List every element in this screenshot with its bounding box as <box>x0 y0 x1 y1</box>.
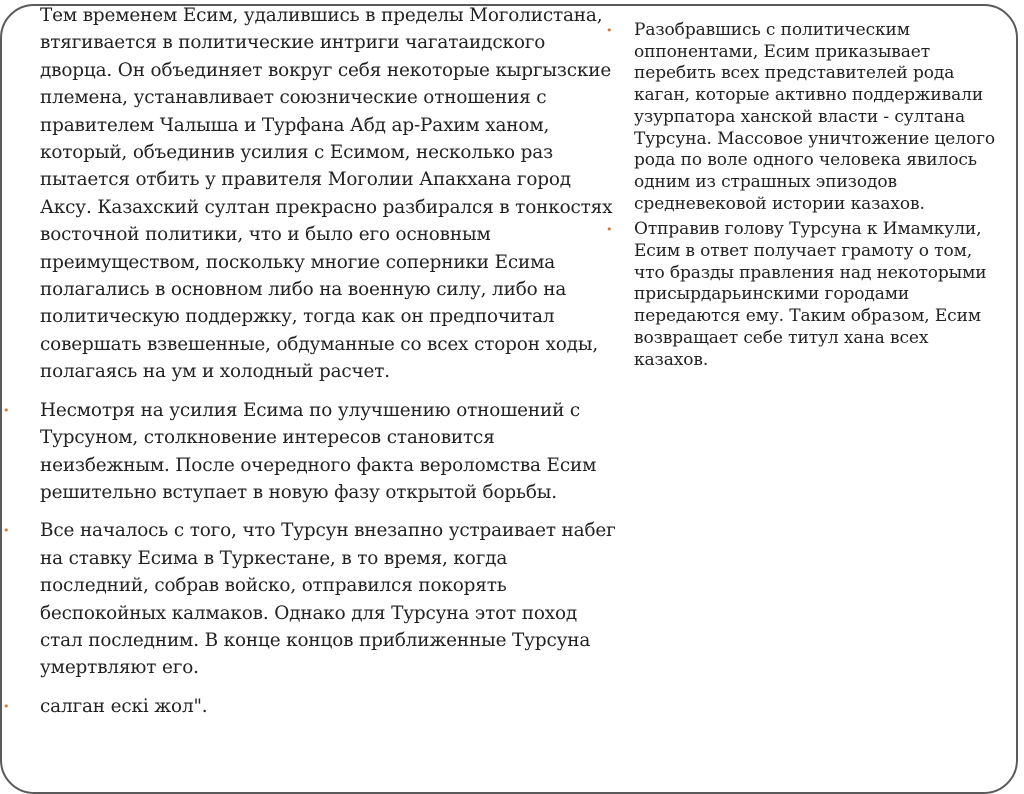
paragraph-raid <box>0 517 618 681</box>
paragraph-text: Все началось с того, что Турсун внезапно устраивает набег на ставку Есима в Туркестане, в то время, когда последний, собрав войско, отправился покорять беспокойных калмаков. Однако для Турсуна этот поход стал последним. В конце концов приближенные Турсуна умертвляют его. <box>40 520 616 679</box>
paragraph-text: Отправив голову Турсуна к Имамкули, Есим в ответ получает грамоту о том, что бразды правления над некоторыми присырдарьинскими городами передаются ему. Таким образом, Есим возвращает себе титул хана всех казахов. <box>634 219 987 370</box>
paragraph-text: Тем временем Есим, удалившись в пределы Моголистана, втягивается в политические интриги чагатаидского дворца. Он объединяет вокруг себя некоторые кыргызские племена, устанавливает союзнические отношения с правителем Чалыша и Турфана Абд ар-Рахим ханом, который, объединив усилия с Есимом, несколько раз пытается отбить у правителя Моголии Апакхана город Аксу. Казахский султан прекрасно разбирался в тонкостях восточной политики, что и было его основным преимуществом, поскольку многие соперники Есима полагались в основном либо на военную силу, либо на политическую поддержку, тогда как он предпочитал совершать взвешенные, обдуманные со всех сторон ходы, полагаясь на ум и холодный расчет. <box>40 5 613 383</box>
bullet-icon: • <box>3 524 10 538</box>
paragraph-text: Несмотря на усилия Есима по улучшению отношений с Турсуном, столкновение интересов становится неизбежным. После очередного факта вероломства Есим решительно вступает в новую фазу открытой борьбы. <box>40 399 597 503</box>
paragraph-cut-off <box>0 693 618 720</box>
paragraph-massacre <box>606 20 1006 215</box>
paragraph-conflict <box>0 397 618 507</box>
paragraph-intrigues <box>0 2 618 386</box>
paragraph-khan-title <box>606 219 1006 371</box>
paragraph-text: Разобравшись с политическим оппонентами, Есим приказывает перебить всех представителей рода каган, которые активно поддерживали узурпатора ханской власти - султана Турсуна. Массовое уничтожение целого рода по воле одного человека явилось одним из страшных эпизодов средневековой истории казахов. <box>634 20 996 214</box>
left-text-column <box>0 2 618 720</box>
bullet-icon: • <box>3 403 10 417</box>
bullet-icon: • <box>3 699 10 713</box>
right-text-column <box>606 20 1006 371</box>
bullet-icon: • <box>606 223 613 237</box>
paragraph-text: салган ескі жол". <box>40 695 208 717</box>
bullet-icon: • <box>606 24 613 37</box>
